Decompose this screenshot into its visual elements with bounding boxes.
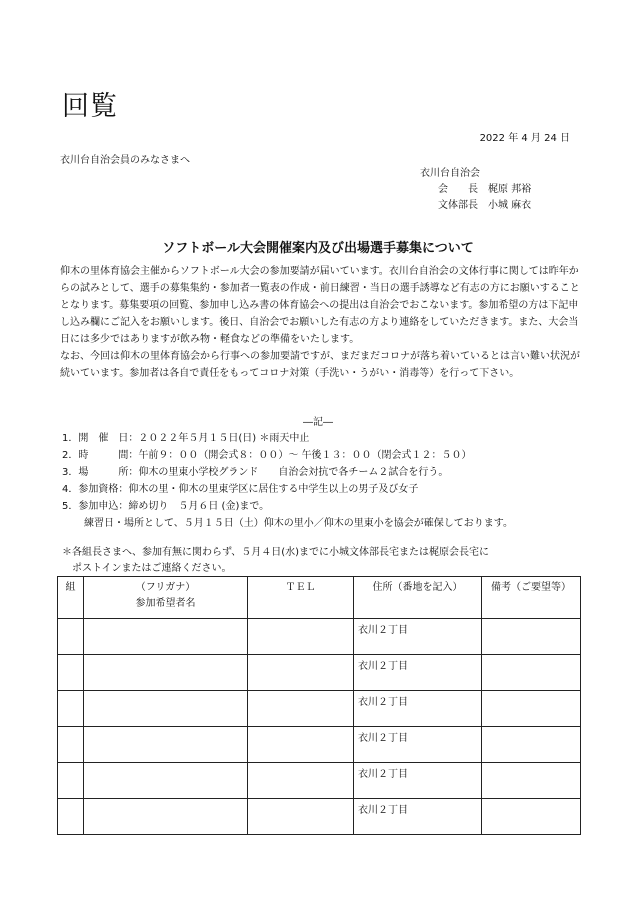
notice-line-1: ＊各組長さまへ、参加有無に関わらず、５月４日(水)までに小城文体部長宅または梶原会長宅に (62, 547, 490, 558)
table-row (58, 763, 581, 799)
cell-tel[interactable] (248, 727, 354, 763)
sender-culture-head: 文体部長 小城 麻衣 (438, 200, 532, 211)
header-name-label: 参加希望者名 (135, 598, 196, 609)
body-paragraph-2: なお、今回は仰木の里体育協会から行事への参加要請ですが、まだまだコロナが落ち着いているとは言い難い状況が続いています。参加者は各自で責任をもってコロナ対策（手洗い・うがい・消毒等）を行って下さい。 (60, 351, 580, 379)
recipient-line: 衣川台自治会員のみなさまへ (60, 155, 190, 166)
cell-name[interactable] (84, 655, 248, 691)
header-remarks: 備考（ご要望等） (482, 577, 581, 619)
cell-address[interactable]: 衣川２丁目 (354, 727, 482, 763)
practice-note: 練習日・場所として、５月１５日（土）仰木の里小／仰木の里東小を協会が確保しております。 (84, 518, 513, 529)
document-heading: ソフトボール大会開催案内及び出場選手募集について (162, 241, 474, 256)
cell-name[interactable] (84, 799, 248, 835)
table-row (58, 655, 581, 691)
cell-group[interactable] (58, 655, 84, 691)
cell-remarks[interactable] (482, 727, 581, 763)
cell-group[interactable] (58, 799, 84, 835)
cell-remarks[interactable] (482, 799, 581, 835)
registration-table (57, 576, 581, 835)
header-name-kana: （フリガナ） (135, 582, 196, 593)
cell-address[interactable]: 衣川２丁目 (354, 799, 482, 835)
cell-remarks[interactable] (482, 691, 581, 727)
header-tel: ＴＥＬ (248, 577, 354, 619)
notice-line-2: ポストインまたはご連絡ください。 (72, 563, 232, 574)
cell-tel[interactable] (248, 655, 354, 691)
cell-group[interactable] (58, 619, 84, 655)
cell-group[interactable] (58, 691, 84, 727)
cell-group[interactable] (58, 763, 84, 799)
list-item: 4．参加資格：仰木の里・仰木の里東学区に居住する中学生以上の男子及び女子 (62, 484, 419, 495)
cell-group[interactable] (58, 727, 84, 763)
cell-name[interactable] (84, 727, 248, 763)
cell-address[interactable]: 衣川２丁目 (354, 763, 482, 799)
list-item: 1．開 催 日：２０２２年５月１５日(日) ＊雨天中止 (62, 433, 310, 444)
body-text (60, 263, 580, 382)
header-group: 組 (58, 577, 84, 619)
details-list (62, 430, 513, 532)
page-title: 回覧 (62, 91, 118, 122)
notice (62, 545, 489, 577)
table-row (58, 619, 581, 655)
list-item: 2．時 間：午前９：００（開会式８：００）～ 午後１３：００（閉会式１２：５０） (62, 450, 472, 461)
cell-remarks[interactable] (482, 619, 581, 655)
cell-remarks[interactable] (482, 655, 581, 691)
cell-name[interactable] (84, 763, 248, 799)
body-paragraph-1: 仰木の里体育協会主催からソフトボール大会の参加要請が届いています。衣川台自治会の文体行事に関しては昨年からの試みとして、選手の募集集約・参加者一覧表の作成・前日練習・当日の選手誘導など有志の方にお願いすることとなります。募集要項の回覧、参加申し込み書の体育協会への提出は自治会でおこないます。参加希望の方は下記申し込み欄にご記入をお願いします。後日、自治会でお願いした有志の方より連絡をしていただきます。また、大会当日には多少ではありますが飲み物・軽食などの準備をいたします。 (60, 266, 580, 345)
cell-address[interactable]: 衣川２丁目 (354, 619, 482, 655)
cell-tel[interactable] (248, 763, 354, 799)
list-item: 3．場 所：仰木の里東小学校グランド 自治会対抗で各チーム２試合を行う。 (62, 467, 449, 478)
sender-chairman: 会 長 梶原 邦裕 (438, 184, 532, 195)
cell-name[interactable] (84, 619, 248, 655)
document-date: 2022 年 4 月 24 日 (479, 133, 570, 144)
header-name (84, 577, 248, 619)
cell-address[interactable]: 衣川２丁目 (354, 691, 482, 727)
cell-address[interactable]: 衣川２丁目 (354, 655, 482, 691)
sender-org: 衣川台自治会 (420, 168, 480, 179)
cell-name[interactable] (84, 691, 248, 727)
cell-tel[interactable] (248, 691, 354, 727)
table-row (58, 727, 581, 763)
table-row (58, 691, 581, 727)
cell-remarks[interactable] (482, 763, 581, 799)
ki-separator: ―記― (303, 417, 333, 428)
header-address: 住所（番地を記入） (354, 577, 482, 619)
list-item: 5．参加申込：締め切り ５月６日 (金)まで。 (62, 501, 270, 512)
cell-tel[interactable] (248, 799, 354, 835)
table-header-row (58, 577, 581, 619)
cell-tel[interactable] (248, 619, 354, 655)
table-row (58, 799, 581, 835)
